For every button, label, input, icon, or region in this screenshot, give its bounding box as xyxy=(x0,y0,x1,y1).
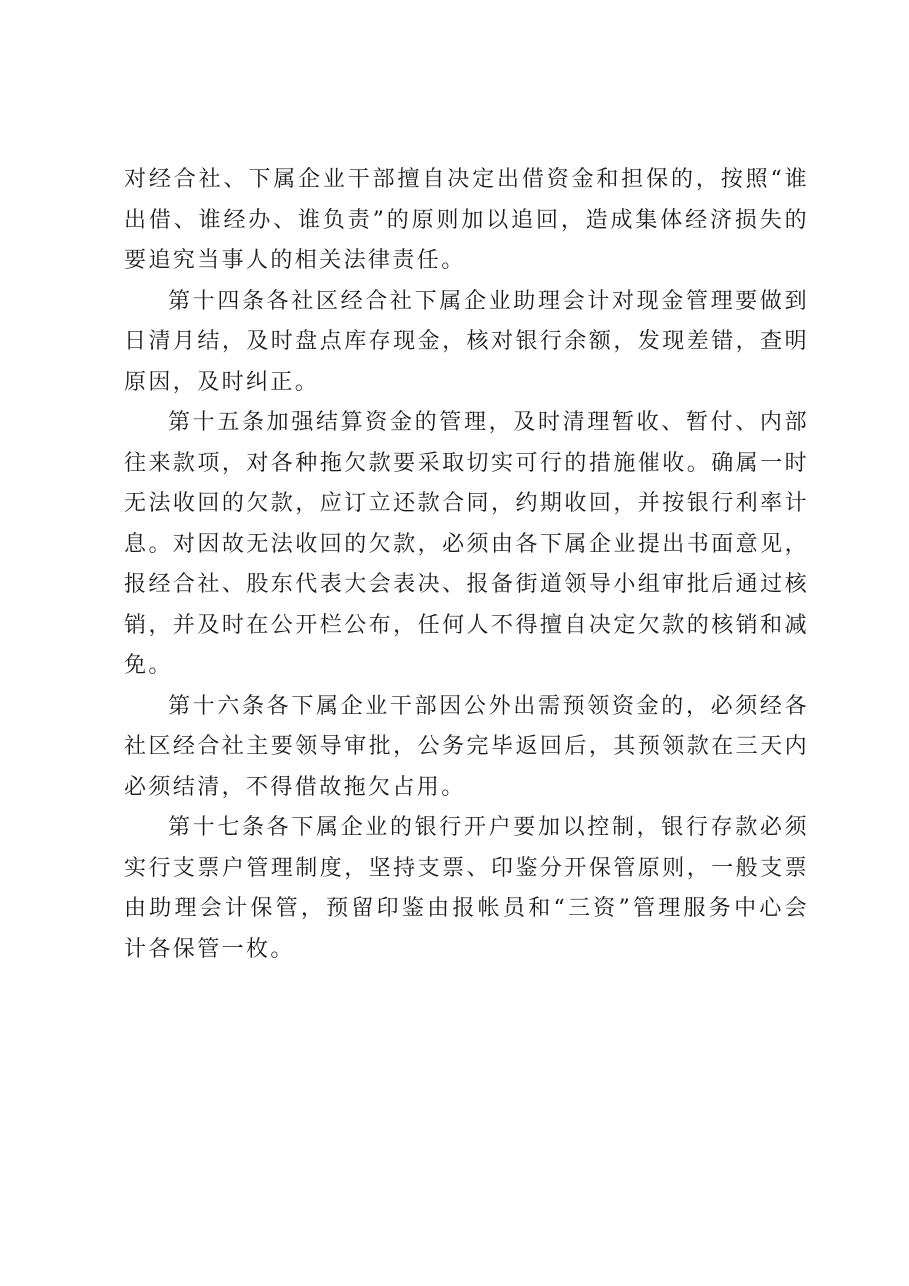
paragraph-article-16: 第十六条各下属企业干部因公外出需预领资金的，必须经各社区经合社主要领导审批，公务完毕返回后，其预领款在三天内必须结清，不得借故拖欠占用。 xyxy=(124,693,809,800)
paragraph-continuation: 对经合社、下属企业干部擅自决定出借资金和担保的，按照“谁出借、谁经办、谁负责”的原则加以追回，造成集体经济损失的要追究当事人的相关法律责任。 xyxy=(124,167,809,273)
paragraph-article-14: 第十四条各社区经合社下属企业助理会计对现金管理要做到日清月结，及时盘点库存现金，核对银行余额，发现差错，查明原因，及时纠正。 xyxy=(124,288,809,395)
document-body xyxy=(124,160,809,970)
paragraph-article-17: 第十七条各下属企业的银行开户要加以控制，银行存款必须实行支票户管理制度，坚持支票、印鉴分开保管原则，一般支票由助理会计保管，预留印鉴由报帐员和“三资”管理服务中心会计各保管一枚。 xyxy=(124,815,809,962)
paragraph-article-15: 第十五条加强结算资金的管理，及时清理暂收、暂付、内部往来款项，对各种拖欠款要采取切实可行的措施催收。确属一时无法收回的欠款，应订立还款合同，约期收回，并按银行利率计息。对因故无法收回的欠款，必须由各下属企业提出书面意见，报经合社、股东代表大会表决、报备街道领导小组审批后通过核销，并及时在公开栏公布，任何人不得擅自决定欠款的核销和减免。 xyxy=(124,410,809,678)
